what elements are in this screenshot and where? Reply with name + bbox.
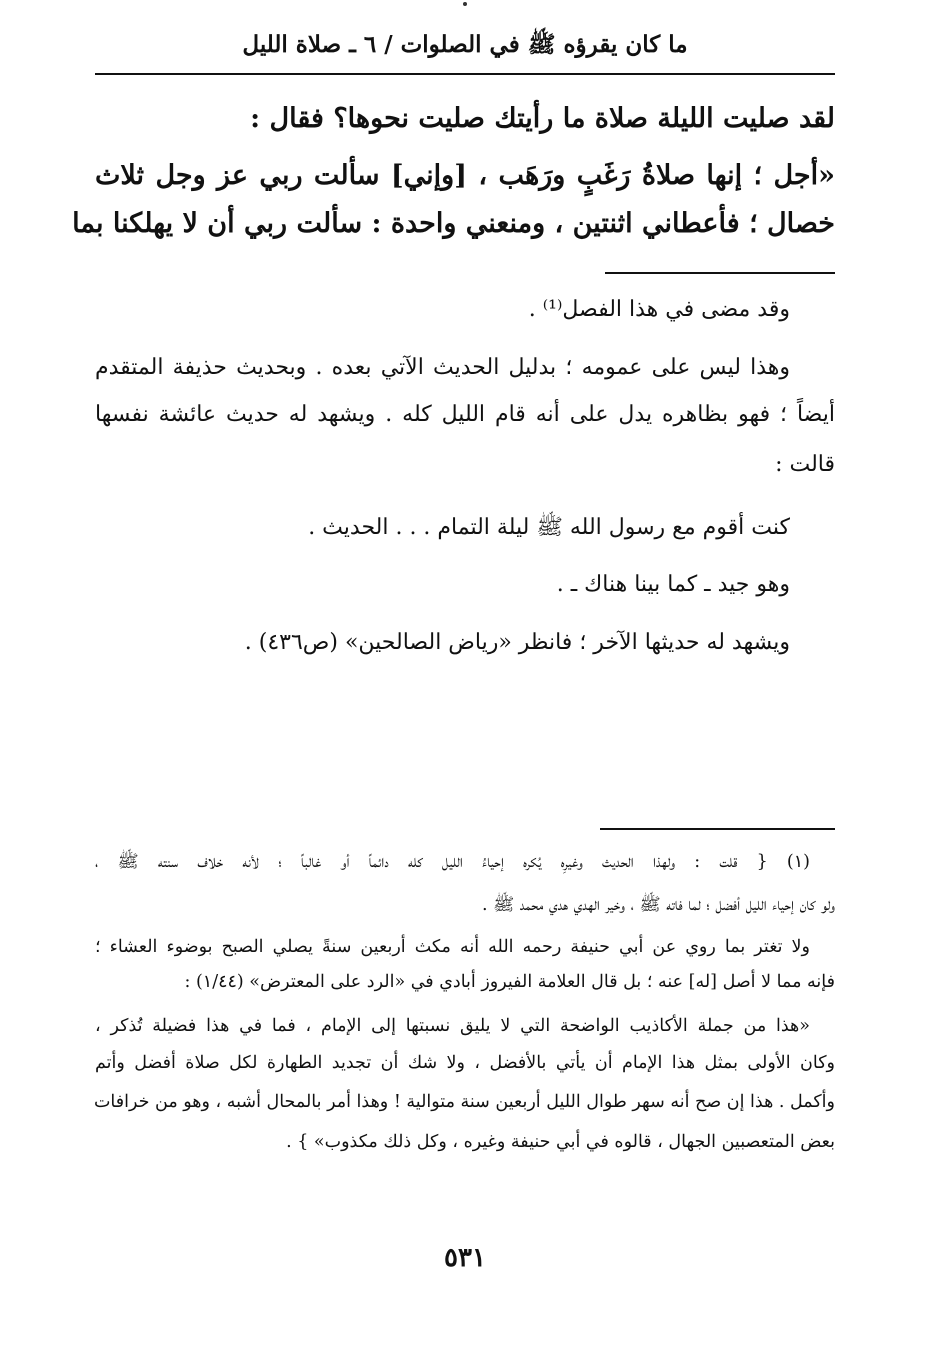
commentary-line-7: ويشهد له حديثها الآخر ؛ فانظر «رياض الصالحين» (ص٤٣٦) . — [244, 630, 790, 655]
header-rule — [95, 73, 835, 75]
commentary-line-3: أيضاً ؛ فهو بظاهره يدل على أنه قام الليل كله . ويشهد له حديث عائشة نفسها — [95, 402, 835, 427]
commentary-line-6: وهو جيد ـ كما بينا هناك ـ . — [556, 572, 790, 597]
footnote-line-1: (١) { قلت : ولهذا الحديث وغيرِه يُكره إحياءُ الليل كله دائماً أو غالباً ؛ لأنه خلاف سنته ﷺ ، — [95, 852, 810, 872]
commentary-line-4: قالت : — [775, 452, 835, 477]
footnote-line-4: فإنه مما لا أصل [له] عنه ؛ بل قال العلامة الفيروز أبادي في «الرد على المعترض» (١/٤٤) : — [184, 972, 835, 992]
footnote-line-3: ولا تغتر بما روي عن أبي حنيفة رحمه الله أنه مكث أربعين سنةً يصلي الصبح بوضوء العشاء ؛ — [95, 937, 810, 957]
footnote-line-6: وكان الأولى بمثل هذا الإمام أن يأتي بالأفضل ، ولا شك أن تجديد الطهارة لكل صلاة أفضل وأتم — [95, 1053, 835, 1073]
footnote-line-2: ولو كان إحياء الليل أفضل ؛ لما فاته ﷺ ، وخير الهدي هدي محمد ﷺ . — [481, 895, 835, 915]
commentary-line-5: كنت أقوم مع رسول الله ﷺ ليلة التمام . . . الحديث . — [308, 515, 790, 540]
hadith-line-1: لقد صليت الليلة صلاة ما رأيتك صليت نحوها؟ فقال : — [250, 103, 835, 134]
scan-speck — [463, 2, 467, 6]
footnote-rule — [600, 828, 835, 830]
hadith-line-3: خصال ؛ فأعطاني اثنتين ، ومنعني واحدة : سألت ربي أن لا يهلكنا بما — [72, 208, 835, 239]
hadith-line-2: «أجل ؛ إنها صلاةُ رَغَبٍ ورَهَب ، [وإني] سألت ربي عز وجل ثلاث — [95, 160, 835, 191]
footnote-line-5: «هذا من جملة الأكاذيب الواضحة التي لا يليق نسبتها إلى الإمام ، فما في هذا فضيلة تُذكر ، — [95, 1016, 810, 1036]
section-rule — [605, 272, 835, 274]
commentary-line-1: وقد مضى في هذا الفصل⁽¹⁾ . — [528, 297, 790, 322]
footnote-line-8: بعض المتعصبين الجهال ، قالوه في أبي حنيفة وغيره ، وكل ذلك مكذوب» } . — [286, 1132, 835, 1152]
page-number: ٥٣١ — [444, 1243, 486, 1273]
commentary-line-2: وهذا ليس على عمومه ؛ بدليل الحديث الآتي بعده . وبحديث حذيفة المتقدم — [95, 355, 790, 380]
footnote-line-7: وأكمل . هذا إن صح أنه سهر طوال الليل أربعين سنة متوالية ! وهذا أمر بالمحال أشبه ، وهو من خرافات — [93, 1092, 835, 1112]
running-header: ما كان يقرؤه ﷺ في الصلوات / ٦ ـ صلاة الليل — [242, 31, 688, 58]
